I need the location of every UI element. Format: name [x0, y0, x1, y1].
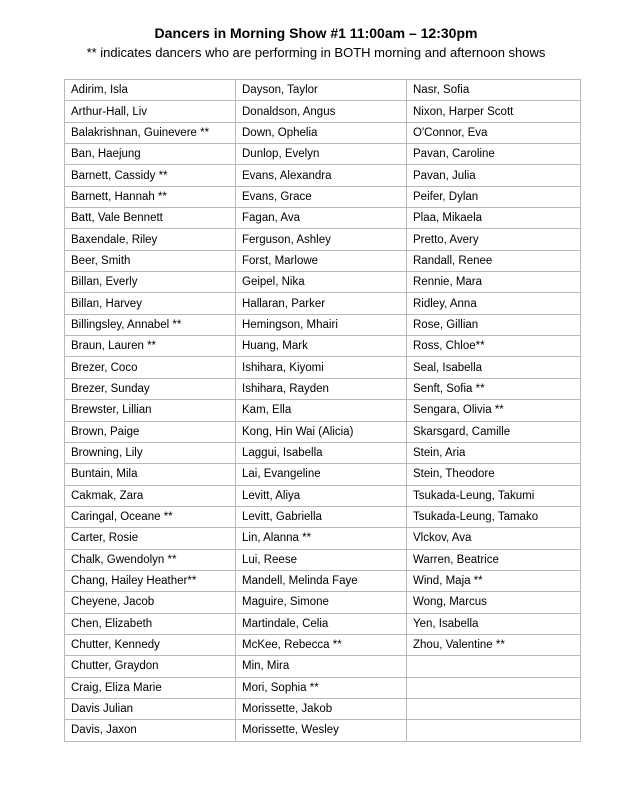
dancer-name-cell: Cakmak, Zara	[65, 485, 236, 506]
dancer-name-cell: Brewster, Lillian	[65, 400, 236, 421]
table-row	[65, 314, 581, 335]
dancer-name-cell: Randall, Renee	[407, 250, 581, 271]
table-row	[65, 528, 581, 549]
dancer-name-cell: Min, Mira	[236, 656, 407, 677]
dancer-name-cell: Hemingson, Mhairi	[236, 314, 407, 335]
dancer-name-cell: Balakrishnan, Guinevere **	[65, 122, 236, 143]
dancer-name-cell: Chen, Elizabeth	[65, 613, 236, 634]
table-row	[65, 80, 581, 101]
dancer-name-cell: Batt, Vale Bennett	[65, 208, 236, 229]
dancer-name-cell: Pavan, Caroline	[407, 144, 581, 165]
dancer-name-cell: Chutter, Graydon	[65, 656, 236, 677]
dancer-name-cell: Geipel, Nika	[236, 272, 407, 293]
dancer-name-cell: Carter, Rosie	[65, 528, 236, 549]
dancer-name-cell: Pavan, Julia	[407, 165, 581, 186]
dancer-name-cell: Peifer, Dylan	[407, 186, 581, 207]
dancer-name-cell: Chutter, Kennedy	[65, 634, 236, 655]
table-row	[65, 613, 581, 634]
table-row	[65, 506, 581, 527]
dancer-name-cell: Sengara, Olivia **	[407, 400, 581, 421]
dancer-name-cell: Chalk, Gwendolyn **	[65, 549, 236, 570]
dancer-name-cell: Braun, Lauren **	[65, 336, 236, 357]
dancer-name-cell: Tsukada-Leung, Tamako	[407, 506, 581, 527]
table-row	[65, 250, 581, 271]
dancer-name-cell: O'Connor, Eva	[407, 122, 581, 143]
dancer-name-cell: Hallaran, Parker	[236, 293, 407, 314]
dancer-name-cell: Wong, Marcus	[407, 592, 581, 613]
dancer-name-cell: Levitt, Aliya	[236, 485, 407, 506]
table-row	[65, 592, 581, 613]
dancer-name-cell: Brown, Paige	[65, 421, 236, 442]
dancer-name-cell: Tsukada-Leung, Takumi	[407, 485, 581, 506]
table-row	[65, 122, 581, 143]
dancer-name-cell: Yen, Isabella	[407, 613, 581, 634]
dancer-name-cell: Ishihara, Kiyomi	[236, 357, 407, 378]
dancer-name-cell: Brezer, Coco	[65, 357, 236, 378]
dancer-name-cell: Warren, Beatrice	[407, 549, 581, 570]
dancer-name-cell: Caringal, Oceane **	[65, 506, 236, 527]
table-row	[65, 378, 581, 399]
dancer-name-cell: Mandell, Melinda Faye	[236, 570, 407, 591]
table-row	[65, 336, 581, 357]
dancer-name-cell: Baxendale, Riley	[65, 229, 236, 250]
table-row	[65, 656, 581, 677]
table-row	[65, 400, 581, 421]
table-row	[65, 101, 581, 122]
dancer-name-cell	[407, 677, 581, 698]
dancer-name-cell: Dunlop, Evelyn	[236, 144, 407, 165]
dancer-name-cell: Ban, Haejung	[65, 144, 236, 165]
dancer-name-cell: Forst, Marlowe	[236, 250, 407, 271]
dancer-name-cell: Wind, Maja **	[407, 570, 581, 591]
page-subtitle: ** indicates dancers who are performing in BOTH morning and afternoon shows	[86, 45, 546, 60]
dancer-name-cell: Billingsley, Annabel **	[65, 314, 236, 335]
table-row	[65, 549, 581, 570]
dancer-name-cell: Arthur-Hall, Liv	[65, 101, 236, 122]
dancer-name-cell: Chang, Hailey Heather**	[65, 570, 236, 591]
dancer-name-cell: Kong, Hin Wai (Alicia)	[236, 421, 407, 442]
dancer-name-cell: Browning, Lily	[65, 442, 236, 463]
table-row	[65, 634, 581, 655]
dancer-name-cell: Nasr, Sofia	[407, 80, 581, 101]
dancer-name-cell: Stein, Aria	[407, 442, 581, 463]
table-row	[65, 570, 581, 591]
dancer-name-cell: Ridley, Anna	[407, 293, 581, 314]
table-row	[65, 357, 581, 378]
table-row	[65, 144, 581, 165]
dancer-name-cell: Billan, Harvey	[65, 293, 236, 314]
table-row	[65, 421, 581, 442]
dancer-name-cell: Morissette, Jakob	[236, 698, 407, 719]
dancer-name-cell	[407, 698, 581, 719]
dancer-name-cell: Vlckov, Ava	[407, 528, 581, 549]
table-row	[65, 698, 581, 719]
dancer-name-cell: Rose, Gillian	[407, 314, 581, 335]
dancer-name-cell: Rennie, Mara	[407, 272, 581, 293]
table-row	[65, 186, 581, 207]
dancer-name-cell: Billan, Everly	[65, 272, 236, 293]
dancer-name-cell: Lai, Evangeline	[236, 464, 407, 485]
dancer-name-cell: Maguire, Simone	[236, 592, 407, 613]
dancer-name-cell: Seal, Isabella	[407, 357, 581, 378]
dancer-name-cell: Levitt, Gabriella	[236, 506, 407, 527]
dancer-name-cell: Ferguson, Ashley	[236, 229, 407, 250]
dancer-name-cell: Senft, Sofia **	[407, 378, 581, 399]
dancer-name-cell: Evans, Grace	[236, 186, 407, 207]
dancer-name-cell: Martindale, Celia	[236, 613, 407, 634]
dancer-name-cell: Stein, Theodore	[407, 464, 581, 485]
dancer-name-cell: Kam, Ella	[236, 400, 407, 421]
dancer-name-cell: Skarsgard, Camille	[407, 421, 581, 442]
dancer-name-cell: Barnett, Hannah **	[65, 186, 236, 207]
dancer-name-cell: Nixon, Harper Scott	[407, 101, 581, 122]
table-row	[65, 464, 581, 485]
dancer-name-cell: Barnett, Cassidy **	[65, 165, 236, 186]
dancer-name-cell: McKee, Rebecca **	[236, 634, 407, 655]
dancer-name-cell: Donaldson, Angus	[236, 101, 407, 122]
dancer-name-cell: Laggui, Isabella	[236, 442, 407, 463]
dancer-name-cell: Mori, Sophia **	[236, 677, 407, 698]
table-row	[65, 485, 581, 506]
page-title: Dancers in Morning Show #1 11:00am – 12:30pm	[154, 25, 478, 41]
dancer-name-cell: Ishihara, Rayden	[236, 378, 407, 399]
table-row	[65, 272, 581, 293]
dancer-name-cell: Brezer, Sunday	[65, 378, 236, 399]
table-row	[65, 442, 581, 463]
table-row	[65, 677, 581, 698]
dancer-name-cell: Plaa, Mikaela	[407, 208, 581, 229]
dancer-name-cell: Evans, Alexandra	[236, 165, 407, 186]
dancer-name-cell	[407, 720, 581, 741]
dancer-name-cell: Ross, Chloe**	[407, 336, 581, 357]
table-row	[65, 720, 581, 741]
dancer-name-cell: Buntain, Mila	[65, 464, 236, 485]
dancer-name-cell: Pretto, Avery	[407, 229, 581, 250]
dancer-name-cell: Lin, Alanna **	[236, 528, 407, 549]
dancer-name-cell: Dayson, Taylor	[236, 80, 407, 101]
dancer-name-cell: Down, Ophelia	[236, 122, 407, 143]
dancer-name-cell: Lui, Reese	[236, 549, 407, 570]
dancer-name-cell: Huang, Mark	[236, 336, 407, 357]
table-row	[65, 229, 581, 250]
dancer-name-cell: Davis, Jaxon	[65, 720, 236, 741]
dancer-name-cell	[407, 656, 581, 677]
dancer-name-cell: Davis Julian	[65, 698, 236, 719]
dancer-name-cell: Fagan, Ava	[236, 208, 407, 229]
dancer-name-cell: Cheyene, Jacob	[65, 592, 236, 613]
dancer-roster-table	[64, 79, 581, 742]
dancer-name-cell: Zhou, Valentine **	[407, 634, 581, 655]
table-row	[65, 165, 581, 186]
dancer-name-cell: Adirim, Isla	[65, 80, 236, 101]
dancer-roster-body	[65, 80, 581, 742]
dancer-name-cell: Morissette, Wesley	[236, 720, 407, 741]
dancer-name-cell: Craig, Eliza Marie	[65, 677, 236, 698]
dancer-name-cell: Beer, Smith	[65, 250, 236, 271]
table-row	[65, 293, 581, 314]
table-row	[65, 208, 581, 229]
